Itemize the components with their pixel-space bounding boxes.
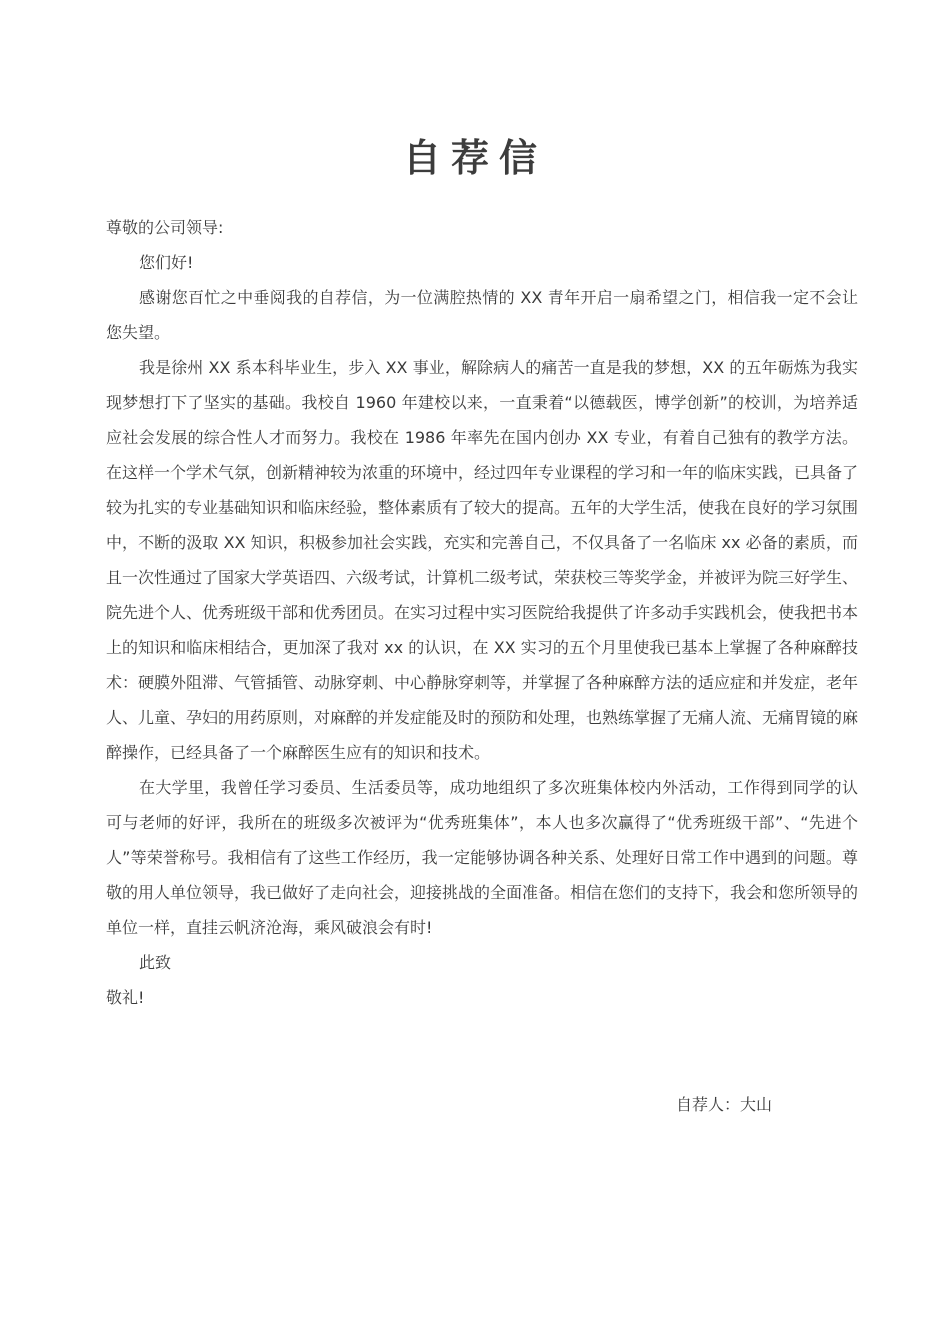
closing-ci-zhi: 此致 (139, 953, 172, 972)
signature: 自荐人：大山 (676, 1095, 773, 1114)
letter-title: 自荐信 (402, 136, 547, 180)
paragraph-experience: 在大学里，我曾任学习委员、生活委员等，成功地组织了多次班集体校内外活动，工作得到同学的认可与老师的好评，我所在的班级多次被评为“优秀班集体”，本人也多次赢得了“优秀班级干部”、“先进个人”等荣誉称号。我相信有了这些工作经历，我一定能够协调各种关系、处理好日常工作中遇到的问题。尊敬的用人单位领导，我已做好了走向社会，迎接挑战的全面准备。相信在您们的支持下，我会和您所领导的单位一样，直挂云帆济沧海，乘风破浪会有时! (106, 778, 859, 937)
salutation: 尊敬的公司领导: (106, 218, 224, 237)
paragraph-intro: 感谢您百忙之中垂阅我的自荐信，为一位满腔热情的 XX 青年开启一扇希望之门，相信我一定不会让您失望。 (106, 288, 858, 342)
paragraph-education: 我是徐州 XX 系本科毕业生，步入 XX 事业，解除病人的痛苦一直是我的梦想，XX 的五年砺炼为我实现梦想打下了坚实的基础。我校自 1960 年建校以来，一直秉着“以德载医，博学创新”的校训，为培养适应社会发展的综合性人才而努力。我校在 1986 年率先在国内创办 XX 专业，有着自己独有的教学方法。在这样一个学术气氛，创新精神较为浓重的环境中，经过四年专业课程的学习和一年的临床实践，已具备了较为扎实的专业基础知识和临床经验，整体素质有了较大的提高。五年的大学生活，使我在良好的学习氛围中，不断的汲取 XX 知识，积极参加社会实践，充实和完善自己，不仅具备了一名临床 xx 必备的素质，而且一次性通过了国家大学英语四、六级考试，计算机二级考试，荣获校三等奖学金，并被评为院三好学生、院先进个人、优秀班级干部和优秀团员。在实习过程中实习医院给我提供了许多动手实践机会，使我把书本上的知识和临床相结合，更加深了我对 xx 的认识，在 XX 实习的五个月里使我已基本上掌握了各种麻醉技术：硬膜外阻滞、气管插管、动脉穿刺、中心静脉穿刺等，并掌握了各种麻醉方法的适应症和并发症，老年人、儿童、孕妇的用药原则，对麻醉的并发症能及时的预防和处理，也熟练掌握了无痛人流、无痛胃镜的麻醉操作，已经具备了一个麻醉医生应有的知识和技术。 (106, 358, 859, 762)
letter-body (106, 210, 858, 1015)
closing-jing-li: 敬礼! (106, 988, 145, 1007)
greeting: 您们好! (139, 253, 194, 272)
